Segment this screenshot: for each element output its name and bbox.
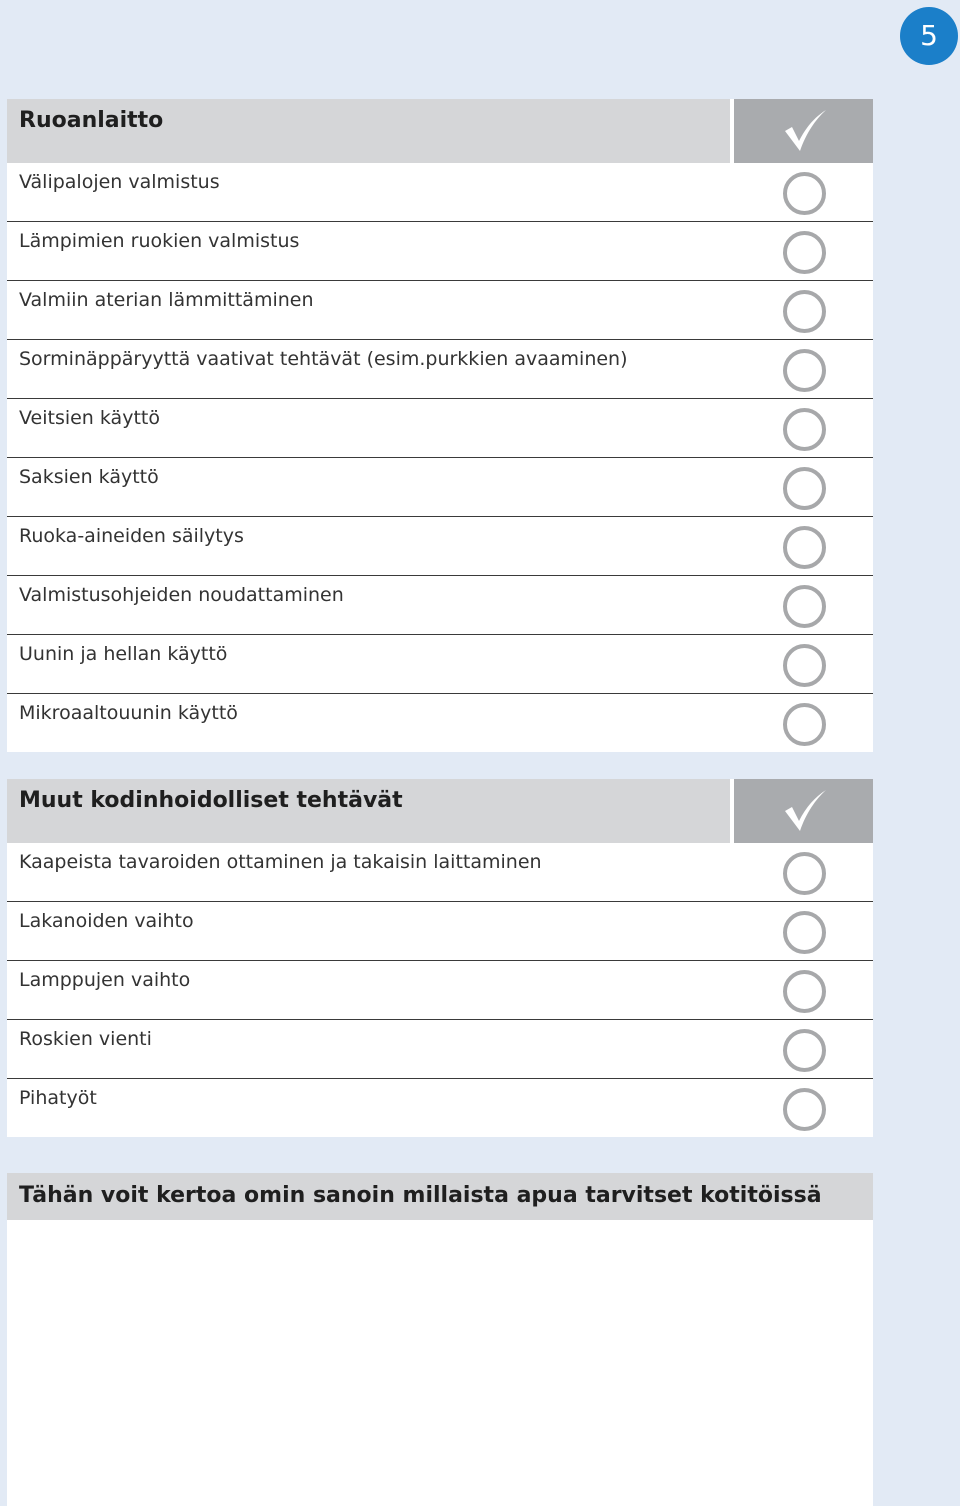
option-radio[interactable]: [783, 585, 826, 628]
item-label: Uunin ja hellan käyttö: [19, 643, 228, 665]
item-label: Mikroaaltouunin käyttö: [19, 702, 238, 724]
option-radio[interactable]: [783, 290, 826, 333]
item-label: Välipalojen valmistus: [19, 171, 220, 193]
list-item: [7, 634, 873, 693]
option-radio[interactable]: [783, 1029, 826, 1072]
item-label: Valmistusohjeiden noudattaminen: [19, 584, 344, 606]
item-label: Lamppujen vaihto: [19, 969, 191, 991]
item-label: Kaapeista tavaroiden ottaminen ja takaisin laittaminen: [19, 851, 542, 873]
option-radio[interactable]: [783, 172, 826, 215]
list-item: [7, 843, 873, 901]
list-item: [7, 457, 873, 516]
item-label: Saksien käyttö: [19, 466, 159, 488]
section-ruoanlaitto: [7, 99, 873, 752]
page-number-badge: 5: [900, 7, 958, 65]
section-muut-kodinhoidolliset: [7, 779, 873, 1137]
item-label: Pihatyöt: [19, 1087, 97, 1109]
option-radio[interactable]: [783, 526, 826, 569]
option-radio[interactable]: [783, 911, 826, 954]
item-label: Ruoka-aineiden säilytys: [19, 525, 244, 547]
list-item: [7, 163, 873, 221]
item-label: Lämpimien ruokien valmistus: [19, 230, 300, 252]
option-radio[interactable]: [783, 231, 826, 274]
section-header: [7, 779, 873, 843]
list-item: [7, 575, 873, 634]
item-label: Veitsien käyttö: [19, 407, 160, 429]
section-title: Muut kodinhoidolliset tehtävät: [19, 788, 403, 813]
list-item: [7, 280, 873, 339]
notes-writing-area[interactable]: [7, 1220, 873, 1506]
option-radio[interactable]: [783, 644, 826, 687]
list-item: [7, 221, 873, 280]
list-item: [7, 1078, 873, 1137]
checkmark-icon: [782, 107, 828, 153]
list-item: [7, 339, 873, 398]
option-radio[interactable]: [783, 408, 826, 451]
option-radio[interactable]: [783, 1088, 826, 1131]
item-label: Valmiin aterian lämmittäminen: [19, 289, 314, 311]
notes-title: Tähän voit kertoa omin sanoin millaista apua tarvitset kotitöissä: [7, 1173, 873, 1220]
option-radio[interactable]: [783, 467, 826, 510]
list-item: [7, 516, 873, 575]
option-radio[interactable]: [783, 970, 826, 1013]
section-title: Ruoanlaitto: [19, 108, 164, 133]
checkmark-column-header: [730, 779, 873, 843]
list-item: [7, 960, 873, 1019]
item-label: Roskien vienti: [19, 1028, 152, 1050]
checkmark-icon: [782, 787, 828, 833]
option-radio[interactable]: [783, 852, 826, 895]
checkmark-column-header: [730, 99, 873, 163]
list-item: [7, 1019, 873, 1078]
notes-section: [7, 1173, 873, 1506]
section-header: [7, 99, 873, 163]
option-radio[interactable]: [783, 349, 826, 392]
list-item: [7, 398, 873, 457]
list-item: [7, 693, 873, 752]
item-label: Sorminäppäryyttä vaativat tehtävät (esim.purkkien avaaminen): [19, 348, 628, 370]
list-item: [7, 901, 873, 960]
option-radio[interactable]: [783, 703, 826, 746]
item-label: Lakanoiden vaihto: [19, 910, 194, 932]
